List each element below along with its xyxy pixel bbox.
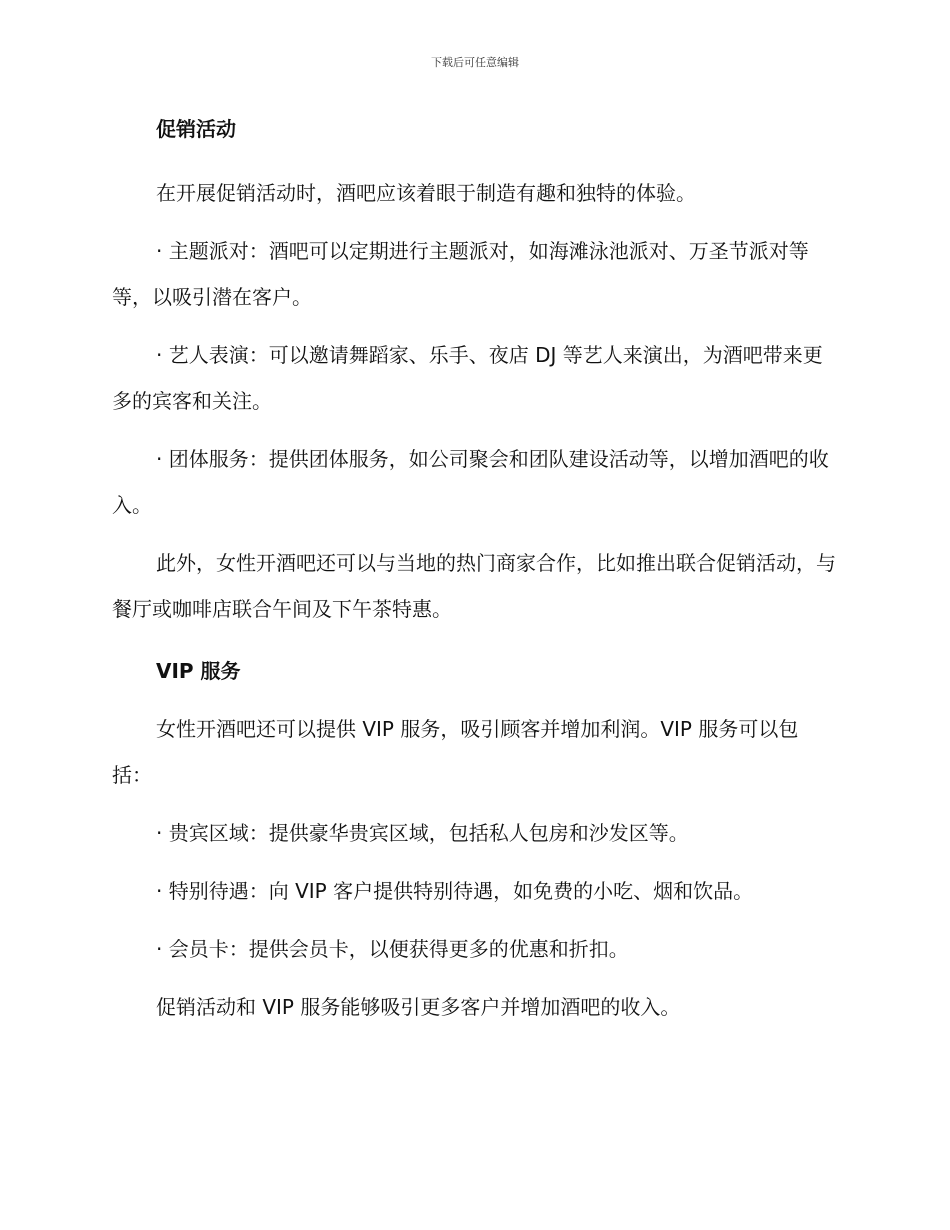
paragraph-summary: 促销活动和 VIP 服务能够吸引更多客户并增加酒吧的收入。 (156, 995, 681, 1019)
paragraph-promo-intro: 在开展促销活动时，酒吧应该着眼于制造有趣和独特的体验。 (156, 181, 696, 205)
bullet-theme-party: · 主题派对：酒吧可以定期进行主题派对，如海滩泳池派对、万圣节派对等等，以吸引潜在客户。 (112, 239, 809, 309)
paragraph-vip-intro: 女性开酒吧还可以提供 VIP 服务，吸引顾客并增加利润。VIP 服务可以包括： (112, 717, 799, 787)
bullet-group-service: · 团体服务：提供团体服务，如公司聚会和团队建设活动等，以增加酒吧的收入。 (112, 447, 829, 517)
section-heading-promo: 促销活动 (156, 117, 236, 141)
bullet-membership-card: · 会员卡：提供会员卡，以便获得更多的优惠和折扣。 (156, 937, 629, 961)
bullet-artist-performance: · 艺人表演：可以邀请舞蹈家、乐手、夜店 DJ 等艺人来演出，为酒吧带来更多的宾客和关注。 (112, 343, 823, 413)
bullet-vip-area: · 贵宾区域：提供豪华贵宾区域，包括私人包房和沙发区等。 (156, 821, 689, 845)
page-header: 下载后可任意编辑 (431, 56, 519, 69)
section-heading-vip: VIP 服务 (156, 659, 241, 683)
bullet-special-treatment: · 特别待遇：向 VIP 客户提供特别待遇，如免费的小吃、烟和饮品。 (156, 879, 754, 903)
document-body (112, 112, 837, 1030)
paragraph-promo-extra: 此外，女性开酒吧还可以与当地的热门商家合作，比如推出联合促销活动，与餐厅或咖啡店联合午间及下午茶特惠。 (112, 551, 836, 621)
